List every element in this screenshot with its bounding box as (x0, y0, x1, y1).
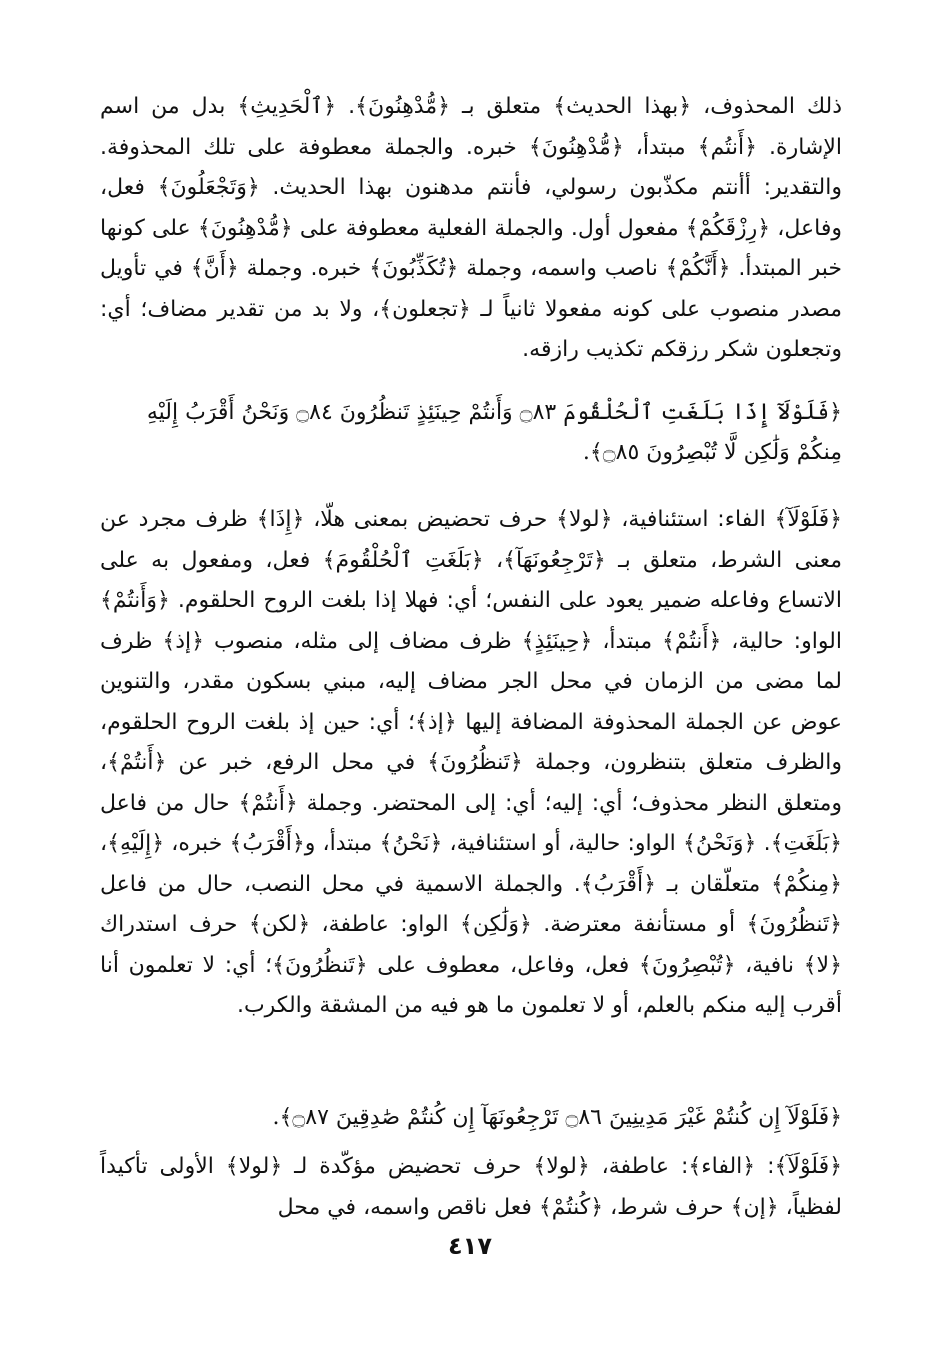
quran-verse-86-87: ﴿فَلَوْلَآ إِن كُنتُمْ غَيْرَ مَدِينِينَ ۝٨٦ تَرْجِعُونَهَآ إِن كُنتُمْ صَٰدِقِينَ ۝٨٧﴾. (272, 1105, 842, 1130)
commentary-paragraph-1: ذلك المحذوف، ﴿بهذا الحديث﴾ متعلق بـ ﴿مُّدْهِنُونَ﴾. ﴿ٱلْحَدِيثِ﴾ بدل من اسم الإشارة. ﴿أَنتُم﴾ مبتدأ، ﴿مُّدْهِنُونَ﴾ خبره. والجملة معطوفة على تلك المحذوفة. والتقدير: أأنتم مكذّبون رسولي، فأنتم مدهنون بهذا الحديث. ﴿وَتَجْعَلُونَ﴾ فعل، وفاعل، ﴿رِزْقَكُمْ﴾ مفعول أول. والجملة الفعلية معطوفة على ﴿مُّدْهِنُونَ﴾ على كونها خبر المبتدأ. ﴿أَنَّكُمْ﴾ ناصب واسمه، وجملة ﴿تُكَذِّبُونَ﴾ خبره. وجملة ﴿أَنَّ﴾ في تأويل مصدر منصوب على كونه مفعولا ثانياً لـ ﴿تجعلون﴾، ولا بد من تقدير مضاف؛ أي: وتجعلون شكر رزقكم تكذيب رازقه. (100, 94, 842, 362)
page-number: ٤١٧ (448, 1232, 492, 1260)
commentary-paragraph-3: ﴿فَلَوْلَآ﴾: ﴿الفاء﴾: عاطفة، ﴿لولا﴾ حرف تحضيض مؤكّدة لـ ﴿لولا﴾ الأولى تأكيداً لفظياً، ﴿إن﴾ حرف شرط، ﴿كُنتُمْ﴾ فعل ناقص واسمه، في محل (100, 1154, 842, 1220)
quran-verse-83-85: ﴿فَلَوْلَآ إِذَا بَلَغَتِ ٱلْحُلْقُومَ ۝٨٣ وَأَنتُمْ حِينَئِذٍ تَنظُرُونَ ۝٨٤ وَنَحْنُ أَقْرَبُ إِلَيْهِ مِنكُمْ وَلَٰكِن لَّا تُبْصِرُونَ ۝٨٥﴾. (146, 400, 842, 465)
commentary-paragraph-2: ﴿فَلَوْلَآ﴾ الفاء: استئنافية، ﴿لولا﴾ حرف تحضيض بمعنى هلّا، ﴿إِذَا﴾ ظرف مجرد عن معنى الشرط، متعلق بـ ﴿تَرْجِعُونَهَآ﴾، ﴿بَلَغَتِ ٱلْحُلْقُومَ﴾ فعل، ومفعول به على الاتساع وفاعله ضمير يعود على النفس؛ أي: فهلا إذا بلغت الروح الحلقوم. ﴿وَأَنتُمْ﴾ الواو: حالية، ﴿أَنتُمْ﴾ مبتدأ، ﴿حِينَئِذٍ﴾ ظرف مضاف إلى مثله، منصوب ﴿إذ﴾ ظرف لما مضى من الزمان في محل الجر مضاف إليه، مبني بسكون مقدر، والتنوين عوض عن الجملة المحذوفة المضافة إليها ﴿إذ﴾؛ أي: حين إذ بلغت الروح الحلقوم، والظرف متعلق بتنظرون، وجملة ﴿تَنظُرُونَ﴾ في محل الرفع، خبر عن ﴿أَنتُمْ﴾، ومتعلق النظر محذوف؛ أي: إليه؛ أي: إلى المحتضر. وجملة ﴿أَنتُمْ﴾ حال من فاعل ﴿بَلَغَتِ﴾. ﴿وَنَحْنُ﴾ الواو: حالية، أو استئنافية، ﴿نَحْنُ﴾ مبتدأ، و﴿أَقْرَبُ﴾ خبره، ﴿إِلَيْهِ﴾، ﴿مِنكُمْ﴾ متعلّقان بـ ﴿أَقْرَبُ﴾. والجملة الاسمية في محل النصب، حال من فاعل ﴿تَنظُرُونَ﴾ أو مستأنفة معترضة. ﴿وَلَٰكِن﴾ الواو: عاطفة، ﴿لكن﴾ حرف استدراك ﴿لا﴾ نافية، ﴿تُبْصِرُونَ﴾ فعل، وفاعل، معطوف على ﴿تَنظُرُونَ﴾؛ أي: لا تعلمون أنا أقرب إليه منكم بالعلم، أو لا تعلمون ما هو فيه من المشقة والكرب. (100, 507, 842, 1018)
